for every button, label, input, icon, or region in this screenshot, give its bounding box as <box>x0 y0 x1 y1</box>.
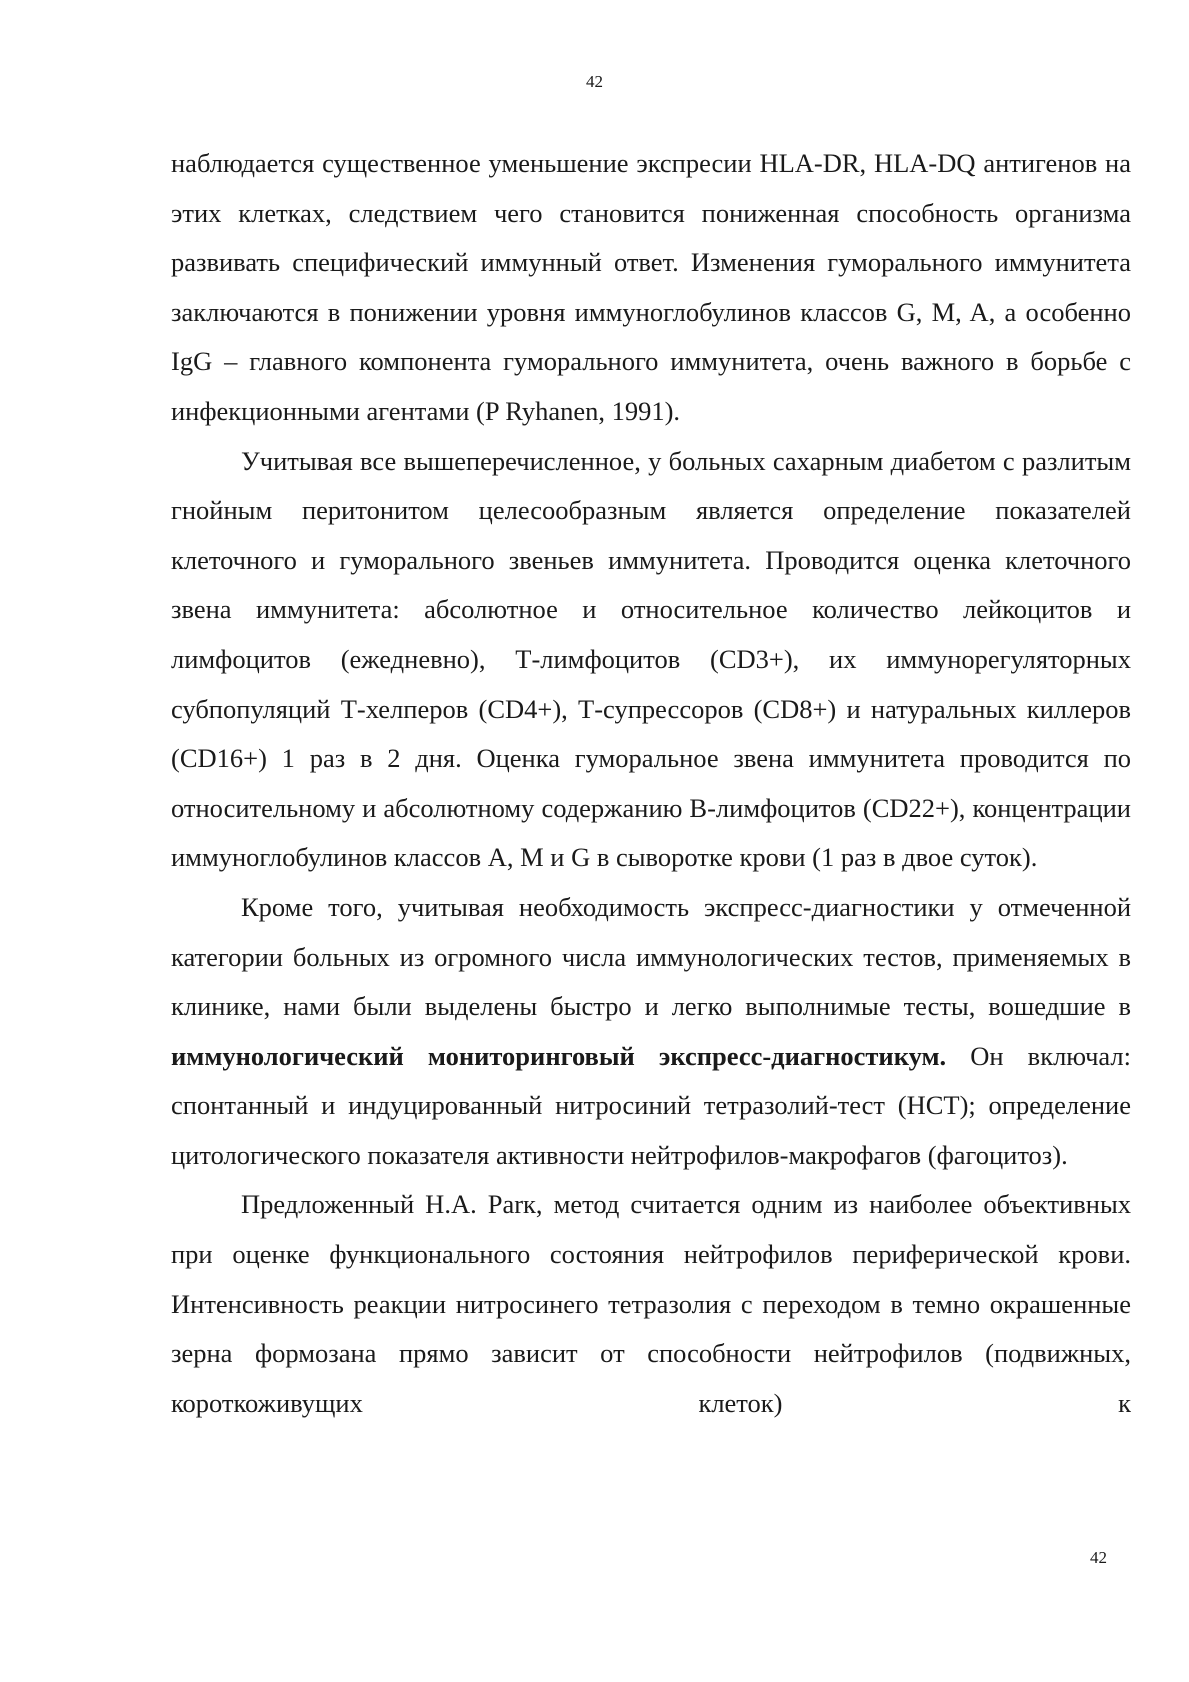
page-number-top: 42 <box>586 72 603 91</box>
paragraph-text-after: Он включал: спонтанный и индуцированный нитросиний тетразолий-тест (НСТ); определение цитологического показателя активности нейтрофилов-макрофагов (фагоцитоз). <box>171 1040 1131 1170</box>
page-number-bottom: 42 <box>1090 1548 1107 1567</box>
paragraph-nbt-test: Предложенный Н.А. Parк, метод считается одним из наиболее объективных при оценке функционального состояния нейтрофилов периферической крови. Интенсивность реакции нитросинего тетразолия с переходом в темно окрашенные зерна формозана прямо зависит от способности нейтрофилов (подвижных, короткоживущих клеток) к <box>171 1189 1131 1418</box>
paragraph-express-diagnostics <box>171 883 1131 1181</box>
document-body <box>171 139 1131 1428</box>
paragraph-immune-assessment: Учитывая все вышеперечисленное, у больных сахарным диабетом с разлитым гнойным перитонитом целесообразным является определение показателей клеточного и гуморального звеньев иммунитета. Проводится оценка клеточного звена иммунитета: абсолютное и относительное количество лейкоцитов и лимфоцитов (ежедневно), Т-лимфоцитов (CD3+), их иммунорегуляторных субпопуляций Т-хелперов (CD4+), Т-супрессоров (CD8+) и натуральных киллеров (CD16+) 1 раз в 2 дня. Оценка гуморальное звена иммунитета проводится по относительному и абсолютному содержанию В-лимфоцитов (CD22+), концентрации иммуноглобулинов классов A, M и G в сыворотке крови (1 раз в двое суток). <box>171 445 1131 873</box>
paragraph-humoral-immunity: наблюдается существенное уменьшение экспресии HLA-DR, HLA-DQ антигенов на этих клетках, следствием чего становится пониженная способность организма развивать специфический иммунный ответ. Изменения гуморального иммунитета заключаются в понижении уровня иммуноглобулинов классов G, M, A, а особенно IgG – главного компонента гуморального иммунитета, очень важного в борьбе с инфекционными агентами (P Ryhanen, 1991). <box>171 148 1131 426</box>
bold-term-monitoring-diagnosticum: иммунологический мониторинговый экспресс-диагностикум. <box>171 1040 947 1071</box>
paragraph-text-before: Кроме того, учитывая необходимость экспресс-диагностики у отмеченной категории больных из огромного числа иммунологических тестов, применяемых в клинике, нами были выделены быстро и легко выполнимые тесты, вошедшие в <box>171 891 1131 1022</box>
